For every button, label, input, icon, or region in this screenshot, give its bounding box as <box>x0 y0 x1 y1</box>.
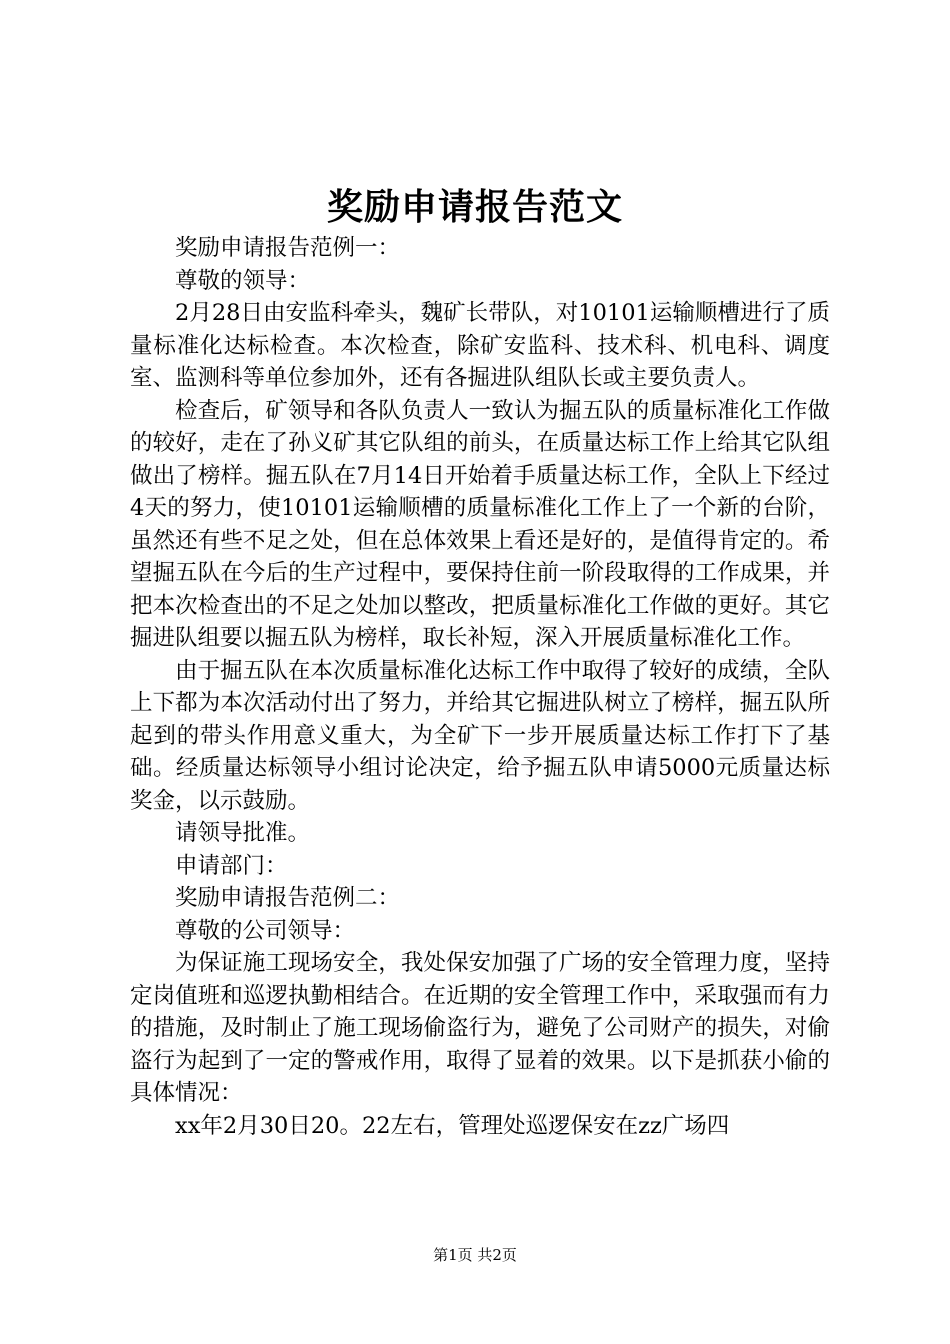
salutation-1: 尊敬的领导： <box>175 267 311 294</box>
body-paragraph: 2月28日由安监科牵头，魏矿长带队，对10101运输顺槽进行了质量标准化达标检查。本次检查，除矿安监科、技术科、机电科、调度室、监测科等单位参加外，还有各掘进队组队长或主要负责人。 <box>130 300 830 391</box>
document-body <box>130 232 830 1142</box>
page-footer: 第1页 共2页 <box>433 1246 517 1264</box>
body-paragraph: 由于掘五队在本次质量标准化达标工作中取得了较好的成绩，全队上下都为本次活动付出了努力，并给其它掘进队树立了榜样，掘五队所起到的带头作用意义重大，为全矿下一步开展质量达标工作打下了基础。经质量达标领导小组讨论决定，给予掘五队申请5000元质量达标奖金，以示鼓励。 <box>130 657 830 814</box>
salutation-2: 尊敬的公司领导： <box>175 917 356 944</box>
body-paragraph: xx年2月30日20。22左右，管理处巡逻保安在zz广场四 <box>175 1112 730 1139</box>
section-heading-1: 奖励申请报告范例一： <box>175 235 401 261</box>
applicant-department: 申请部门： <box>175 852 288 879</box>
body-paragraph: 检查后，矿领导和各队负责人一致认为掘五队的质量标准化工作做的较好，走在了孙义矿其它队组的前头，在质量达标工作上给其它队组做出了榜样。掘五队在7月14日开始着手质量达标工作，全队上下经过4天的努力，使10101运输顺槽的质量标准化工作上了一个新的台阶，虽然还有些不足之处，但在总体效果上看还是好的，是值得肯定的。希望掘五队在今后的生产过程中，要保持住前一阶段取得的工作成果，并把本次检查出的不足之处加以整改，把质量标准化工作做的更好。其它掘进队组要以掘五队为榜样，取长补短，深入开展质量标准化工作。 <box>130 397 830 651</box>
closing-request: 请领导批准。 <box>175 820 311 846</box>
document-title: 奖励申请报告范文 <box>326 186 623 228</box>
body-paragraph: 为保证施工现场安全，我处保安加强了广场的安全管理力度，坚持定岗值班和巡逻执勤相结合。在近期的安全管理工作中，采取强而有力的措施，及时制止了施工现场偷盗行为，避免了公司财产的损失，对偷盗行为起到了一定的警戒作用，取得了显着的效果。以下是抓获小偷的具体情况： <box>130 950 830 1106</box>
section-heading-2: 奖励申请报告范例二： <box>175 885 401 911</box>
